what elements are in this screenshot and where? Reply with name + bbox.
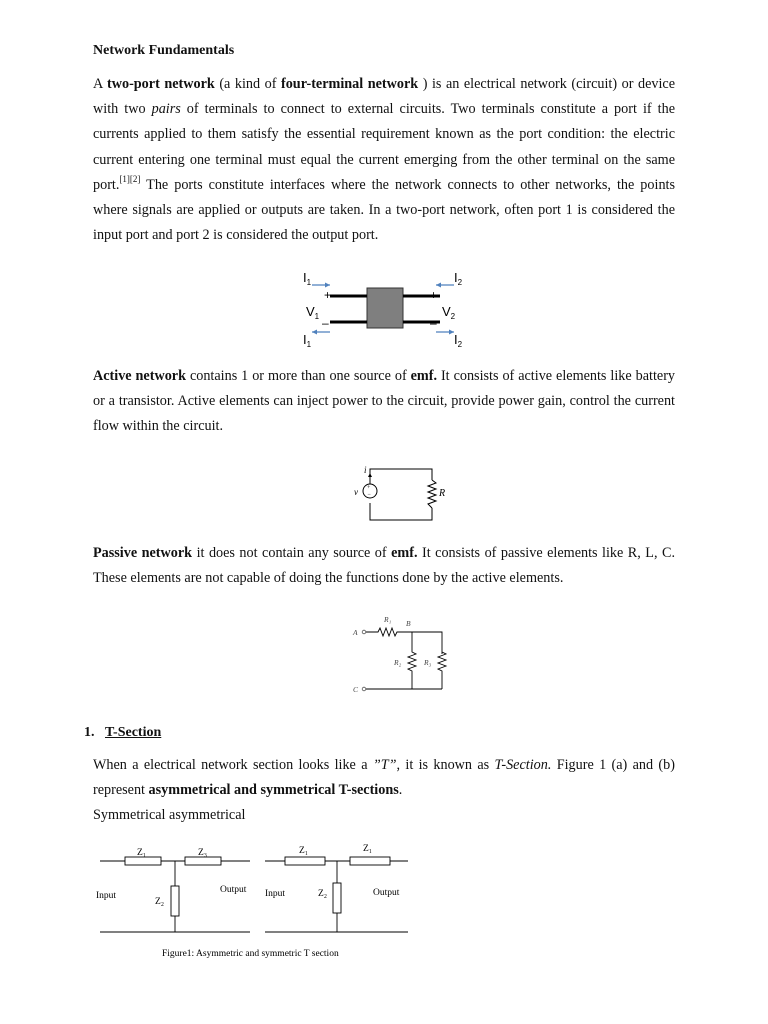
intro-text-1: A — [93, 76, 107, 92]
label-i2-bottom: $I_2$ — [454, 332, 463, 349]
label-b: B — [406, 619, 411, 628]
label-v1: $V_1$ — [306, 304, 320, 321]
right-label-z2: Z₂ — [318, 889, 328, 899]
right-z2-box — [333, 883, 341, 913]
intro-paragraph — [93, 72, 675, 248]
plus-right: + — [430, 288, 438, 302]
label-i1-top: $I_1$ — [303, 270, 312, 287]
right-label-z1a: Z₁ — [299, 846, 309, 856]
left-z2-box — [171, 886, 179, 916]
left-z1-box — [125, 857, 161, 865]
minus-right: – — [430, 316, 437, 330]
active-text-2: It consists of active elements like battery or a transistor. Active elements can inject power to the circuit, provide power gain, control the current flow within the circuit. — [93, 368, 676, 435]
passive-network-diagram — [350, 614, 460, 696]
t-section-diagram — [95, 838, 415, 963]
active-bold: Active network — [93, 368, 186, 384]
right-z1b-box — [350, 857, 390, 865]
left-z3-box — [185, 857, 221, 865]
label-c: C — [353, 685, 359, 694]
t-section-paragraph: When a electrical network section looks like a ”T”, it is known as T-Section. Figure 1 (a) and (b) represent asymmetrical and symmetrical T-sections. — [93, 757, 675, 799]
active-bold-emf: emf. — [410, 368, 438, 384]
active-network-diagram — [340, 465, 460, 525]
passive-bold-emf: emf. — [391, 545, 418, 561]
figure-caption: Figure1: Asymmetric and symmetric T section — [162, 949, 339, 959]
label-r2: R₂ — [394, 658, 402, 667]
label-r: R — [439, 488, 446, 499]
section-number: 1. — [84, 725, 95, 740]
label-a: A — [353, 628, 358, 637]
passive-bold: Passive network — [93, 545, 193, 561]
active-top-wire — [370, 469, 432, 493]
passive-network-paragraph — [93, 541, 675, 591]
section-title: T-Section — [105, 725, 162, 740]
network-box — [367, 288, 403, 328]
left-label-input: Input — [96, 891, 117, 901]
minus-left: – — [322, 316, 329, 330]
intro-italic-pairs: pairs — [151, 101, 181, 118]
two-port-diagram — [290, 265, 480, 355]
resistor-r3 — [438, 652, 446, 689]
label-i: i — [364, 465, 367, 475]
section-heading-t-section — [84, 725, 161, 741]
label-i2-top: $I_2$ — [454, 270, 463, 287]
italic-t: ”T” — [372, 757, 397, 773]
label-r3: R₃ — [424, 658, 432, 667]
intro-text-2: (a kind of — [214, 76, 281, 92]
resistor-r — [428, 480, 436, 508]
bold-t-sections: asymmetrical and symmetrical T-sections — [148, 782, 399, 799]
label-i1-bottom: $I_1$ — [303, 332, 312, 349]
right-label-input: Input — [265, 889, 286, 899]
passive-text-1: it does not contain any source of — [192, 545, 392, 561]
resistor-r1-wire — [366, 628, 442, 654]
current-arrow — [368, 473, 372, 477]
intro-text-3: ) is an electrical network (circuit) or device with two — [93, 76, 676, 118]
right-z1a-box — [285, 857, 325, 865]
left-label-z1: Z₁ — [137, 848, 147, 858]
left-label-z2: Z₂ — [155, 897, 165, 907]
label-r1: R₁ — [384, 615, 392, 624]
left-label-z3: Z₃ — [198, 848, 208, 858]
italic-t-section: T-Section. — [494, 757, 552, 773]
intro-text-4: of terminals to connect to external circuits. Two terminals constitute a port if the currents applied to them satisfy the essential requirement known as the port condition: the electric current entering one terminal must equal the current emerging from the other terminal on the same port. — [93, 101, 675, 193]
intro-bold-four-terminal: four-terminal network — [280, 76, 419, 92]
citation-superscript: [1][2] — [119, 174, 141, 185]
passive-text-2: It consists of passive elements like R, L, C. These elements are not capable of doing the functions done by the active elements. — [93, 545, 676, 587]
label-v: v — [354, 487, 358, 497]
left-label-output: Output — [220, 885, 247, 895]
intro-text-5: The ports constitute interfaces where the network connects to other networks, the points where signals are applied or outputs are taken. In a two-port network, often port 1 is considered the input port and port 2 is considered the output port. — [93, 176, 675, 244]
svg-text:−: − — [367, 492, 371, 498]
right-label-output: Output — [373, 888, 400, 898]
resistor-r2 — [408, 632, 416, 689]
plus-left: + — [324, 288, 332, 302]
label-v2: $V_2$ — [442, 304, 456, 321]
active-network-paragraph — [93, 364, 675, 440]
page-title: Network Fundamentals — [93, 43, 235, 58]
intro-bold-two-port: two-port network — [107, 76, 215, 92]
active-bottom-wire — [370, 503, 432, 520]
active-text-1: contains 1 or more than one source of — [186, 368, 411, 384]
right-label-z1b: Z₁ — [363, 844, 373, 854]
symmetrical-asymmetrical-line: Symmetrical asymmetrical — [93, 807, 246, 823]
svg-text:+: + — [367, 485, 371, 491]
